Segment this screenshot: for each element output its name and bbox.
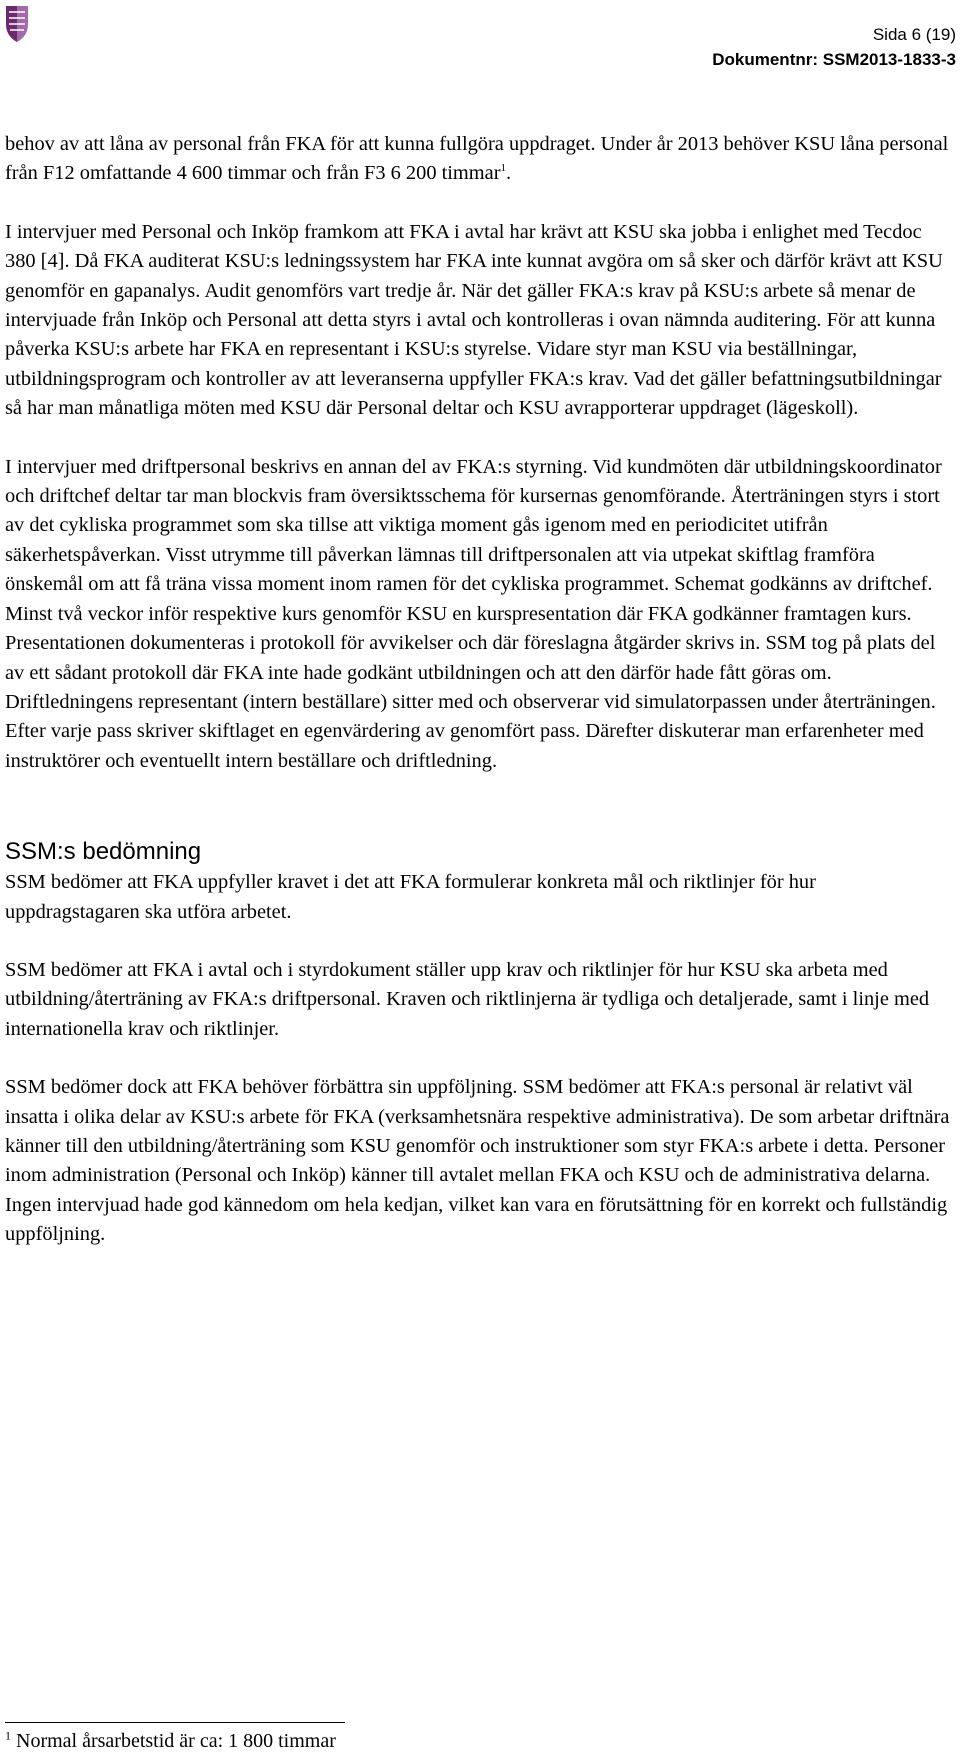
paragraph-interviews-driftpersonal: I intervjuer med driftpersonal beskrivs en annan del av FKA:s styrning. Vid kundmöten där utbildningskoordinator och driftchef deltar tar man blockvis fram översiktsschema för kursernas genomförande. Återträningen styrs i stort av det cykliska programmet som ska tillse att viktiga moment gås igenom med en periodicitet utifrån säkerhetspåverkan. Visst utrymme till påverkan lämnas till driftpersonalen att via utpekat skiftlag framföra önskemål om att få träna vissa moment inom ramen för det cykliska programmet. Schemat godkänns av driftchef. Minst två veckor inför respektive kurs genomför KSU en kurspresentation där FKA godkänner framtagen kurs. Presentationen dokumenteras i protokoll för avvikelser och där föreslagna åtgärder skrivs in. SSM tog på plats del av ett sådant protokoll där FKA inte hade godkänt utbildningen och att den därför hade fått göras om. Driftledningens representant (intern beställare) sitter med och observerar vid simulatorpassen under återträningen. Efter varje pass skriver skiftlaget en egenvärdering av genomfört pass. Därefter diskuterar man erfarenheter med instruktörer och eventuellt intern beställare och driftledning. <box>5 455 942 772</box>
page-header <box>712 22 956 72</box>
section-heading-assessment: SSM:s bedömning <box>5 838 202 866</box>
paragraph-assessment-1: SSM bedömer att FKA uppfyller kravet i det att FKA formulerar konkreta mål och riktlinjer för hur uppdragstagaren ska utföra arbetet. <box>5 871 816 923</box>
paragraph-staff-loan: behov av att låna av personal från FKA för att kunna fullgöra uppdraget. Under år 2013 behöver KSU låna personal från F12 omfattande 4 600 timmar och från F3 6 200 timmar$^1$. <box>5 133 949 185</box>
footnote-text: Normal årsarbetstid är ca: 1 800 timmar <box>16 1730 336 1752</box>
paragraph-interviews-personal-inkop: I intervjuer med Personal och Inköp framkom att FKA i avtal har krävt att KSU ska jobba i enlighet med Tecdoc 380 [4]. Då FKA auditerat KSU:s ledningssystem har FKA inte kunnat avgöra om så sker och därför krävt att KSU genomför en gapanalys. Audit genomförs vart tredje år. När det gäller FKA:s krav på KSU:s arbete så menar de intervjuade från Inköp och Personal att detta styrs i avtal och kontrolleras i ovan nämnda auditering. För att kunna påverka KSU:s arbete har FKA en representant i KSU:s styrelse. Vidare styr man KSU via beställningar, utbildningsprogram och kontroller av att leveranserna uppfyller FKA:s krav. Vad det gäller befattningsutbildningar så har man månatliga möten med KSU där Personal deltar och KSU avrapporterar uppdraget (lägeskoll). <box>5 220 943 420</box>
footnote-reference[interactable]: 1 <box>500 162 506 175</box>
footnote <box>5 1728 336 1754</box>
page-number: Sida 6 (19) <box>872 25 956 44</box>
document-body <box>5 130 955 1279</box>
ssm-shield-logo-icon <box>4 4 30 44</box>
paragraph-assessment-3: SSM bedömer dock att FKA behöver förbättra sin uppföljning. SSM bedömer att FKA:s personal är relativt väl insatta i olika delar av KSU:s arbete för FKA (verksamhetsnära respektive administrativa). De som arbetar driftnära känner till den utbildning/återträning som KSU genomför och instruktioner som styr FKA:s arbete i detta. Personer inom administration (Personal och Inköp) känner till avtalet mellan FKA och KSU och de administrativa delarna. Ingen intervjuad hade god kännedom om hela kedjan, vilket kan vara en förutsättning för en korrekt och fullständig uppföljning. <box>5 1076 950 1246</box>
footnote-divider <box>5 1722 345 1723</box>
paragraph-assessment-2: SSM bedömer att FKA i avtal och i styrdokument ställer upp krav och riktlinjer för hur KSU ska arbeta med utbildning/återträning av FKA:s driftpersonal. Kraven och riktlinjerna är tydliga och detaljerade, samt i linje med internationella krav och riktlinjer. <box>5 958 930 1040</box>
footnote-number: 1 <box>5 1728 11 1743</box>
document-number: Dokumentnr: SSM2013-1833-3 <box>712 50 956 69</box>
